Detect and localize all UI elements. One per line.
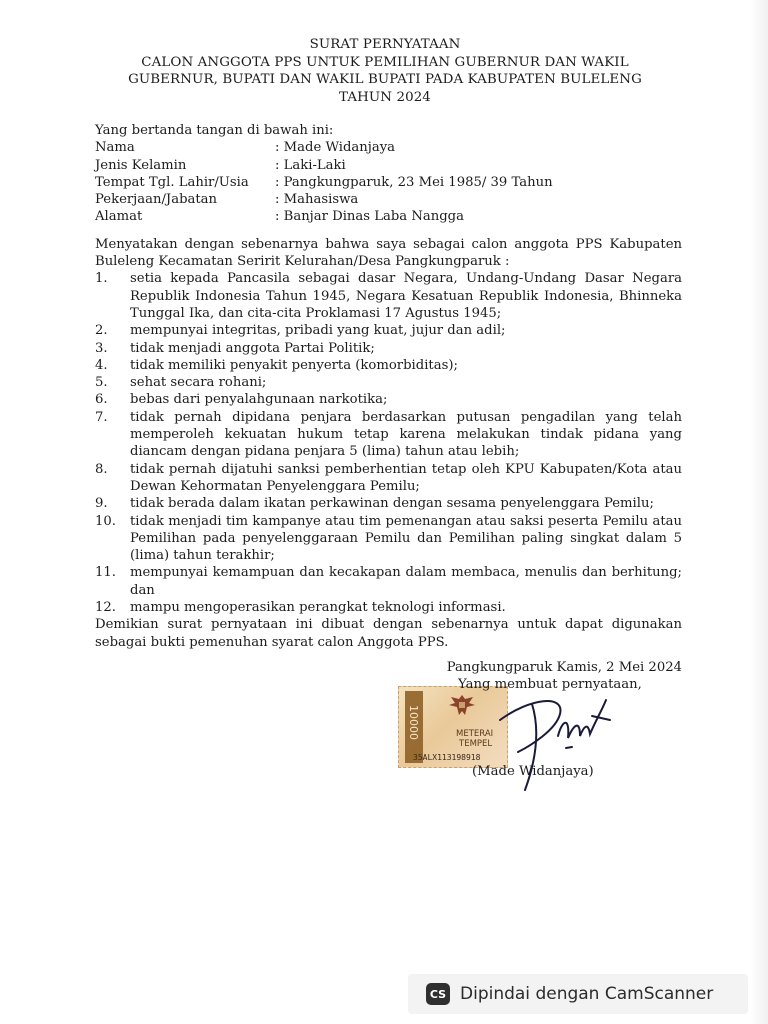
item-number: 4. — [95, 357, 108, 373]
statement-list — [95, 270, 682, 616]
list-item — [95, 270, 682, 322]
item-number: 3. — [95, 340, 108, 356]
list-item — [95, 391, 682, 408]
identity-label: Pekerjaan/Jabatan — [95, 192, 218, 208]
item-text: tidak pernah dijatuhi sanksi pemberhentian tetap oleh KPU Kabupaten/Kota atau Dewan Kehormatan Penyelenggara Pemilu; — [130, 461, 682, 494]
item-number: 5. — [95, 375, 108, 391]
item-number: 10. — [95, 513, 116, 529]
place-date: Pangkungparuk Kamis, 2 Mei 2024 — [446, 660, 682, 675]
item-text: bebas dari penyalahgunaan narkotika; — [130, 392, 388, 408]
identity-row-gender — [95, 157, 682, 174]
camscanner-watermark — [408, 974, 748, 1014]
title-line-3: GUBERNUR, BUPATI DAN WAKIL BUPATI PADA KABUPATEN BULELENG — [128, 72, 642, 87]
intro-text: Yang bertanda tangan di bawah ini: — [95, 123, 334, 138]
camscanner-logo-icon: CS — [426, 983, 450, 1005]
page-edge-shadow — [750, 0, 768, 1024]
declaration-text: Menyatakan dengan sebenarnya bahwa saya sebagai calon anggota PPS Kabupaten Buleleng Kecamatan Seririt Kelurahan/Desa Pangkungparuk : — [95, 236, 682, 270]
identity-row-occupation — [95, 191, 682, 208]
item-text: tidak berada dalam ikatan perkawinan dengan sesama penyelenggara Pemilu; — [130, 496, 654, 512]
item-text: setia kepada Pancasila sebagai dasar Negara, Undang-Undang Dasar Negara Republik Indonesia Tahun 1945, Negara Kesatuan Republik Indonesia, Bhinneka Tunggal Ika, dan cita-cita Proklamasi 17 Agustus 1945; — [130, 271, 682, 321]
stamp-denomination: 10000 — [407, 705, 420, 740]
list-item — [95, 495, 682, 512]
title-line-4: TAHUN 2024 — [339, 89, 431, 105]
identity-value: : Made Widanjaya — [275, 140, 396, 156]
item-number: 1. — [95, 271, 108, 287]
identity-value: : Banjar Dinas Laba Nangga — [275, 209, 464, 225]
item-number: 6. — [95, 392, 108, 408]
item-number: 8. — [95, 461, 108, 477]
identity-value: : Mahasiswa — [275, 192, 359, 208]
identity-label: Nama — [95, 140, 135, 156]
list-item — [95, 374, 682, 391]
identity-row-birth — [95, 174, 682, 191]
item-number: 11. — [95, 565, 116, 581]
item-text: tidak menjadi tim kampanye atau tim pemenangan atau saksi peserta Pemilu atau Pemilihan pada penyelenggaraan Pemilu dan Pemilihan paling singkat dalam 5 (lima) tahun terakhir; — [130, 513, 682, 564]
title-line-1: SURAT PERNYATAAN — [309, 37, 461, 52]
item-text: mempunyai integritas, pribadi yang kuat, jujur dan adil; — [130, 323, 506, 339]
item-text: tidak pernah dipidana penjara berdasarkan putusan pengadilan yang telah memperoleh kekuatan hukum tetap karena melakukan tindak pidana yang diancam dengan pidana penjara 5 (lima) tahun atau lebih; — [130, 409, 682, 460]
identity-value: : Laki-Laki — [275, 157, 346, 173]
item-number: 2. — [95, 323, 108, 339]
handwritten-signature — [470, 680, 620, 792]
item-text: sehat secara rohani; — [130, 375, 267, 391]
identity-label: Alamat — [95, 209, 143, 225]
document-title — [60, 36, 710, 106]
identity-label: Jenis Kelamin — [95, 157, 187, 173]
document-body — [95, 122, 682, 651]
list-item — [95, 409, 682, 461]
maker-label: Yang membuat pernyataan, — [458, 677, 642, 692]
identity-value: : Pangkungparuk, 23 Mei 1985/ 39 Tahun — [275, 174, 553, 190]
item-text: mampu mengoperasikan perangkat teknologi informasi. — [130, 600, 506, 616]
identity-label: Tempat Tgl. Lahir/Usia — [95, 174, 249, 190]
identity-table — [95, 139, 682, 225]
item-number: 12. — [95, 600, 116, 616]
title-line-2: CALON ANGGOTA PPS UNTUK PEMILIHAN GUBERNUR DAN WAKIL — [141, 54, 629, 70]
item-text: tidak memiliki penyakit penyerta (komorbiditas); — [130, 357, 458, 373]
list-item — [95, 357, 682, 374]
item-number: 7. — [95, 409, 108, 425]
item-text: tidak menjadi anggota Partai Politik; — [130, 340, 375, 356]
signer-name: (Made Widanjaya) — [472, 764, 594, 779]
identity-row-name — [95, 139, 682, 156]
item-text: mempunyai kemampuan dan kecakapan dalam membaca, menulis dan berhitung; dan — [130, 565, 682, 598]
stamp-serial: 35ALX113198918 — [413, 753, 481, 762]
list-item — [95, 513, 682, 565]
list-item — [95, 340, 682, 357]
identity-row-address — [95, 208, 682, 225]
list-item — [95, 599, 682, 616]
stamp-word-tempel: TEMPEL — [459, 739, 493, 749]
stamp-word-meterai: METERAI — [456, 729, 494, 739]
list-item — [95, 461, 682, 496]
item-number: 9. — [95, 496, 108, 512]
list-item — [95, 322, 682, 339]
closing-text: Demikian surat pernyataan ini dibuat dengan sebenarnya untuk dapat digunakan sebagai bukti pemenuhan syarat calon Anggota PPS. — [95, 617, 682, 650]
list-item — [95, 564, 682, 599]
camscanner-label: Dipindai dengan CamScanner — [460, 984, 714, 1004]
